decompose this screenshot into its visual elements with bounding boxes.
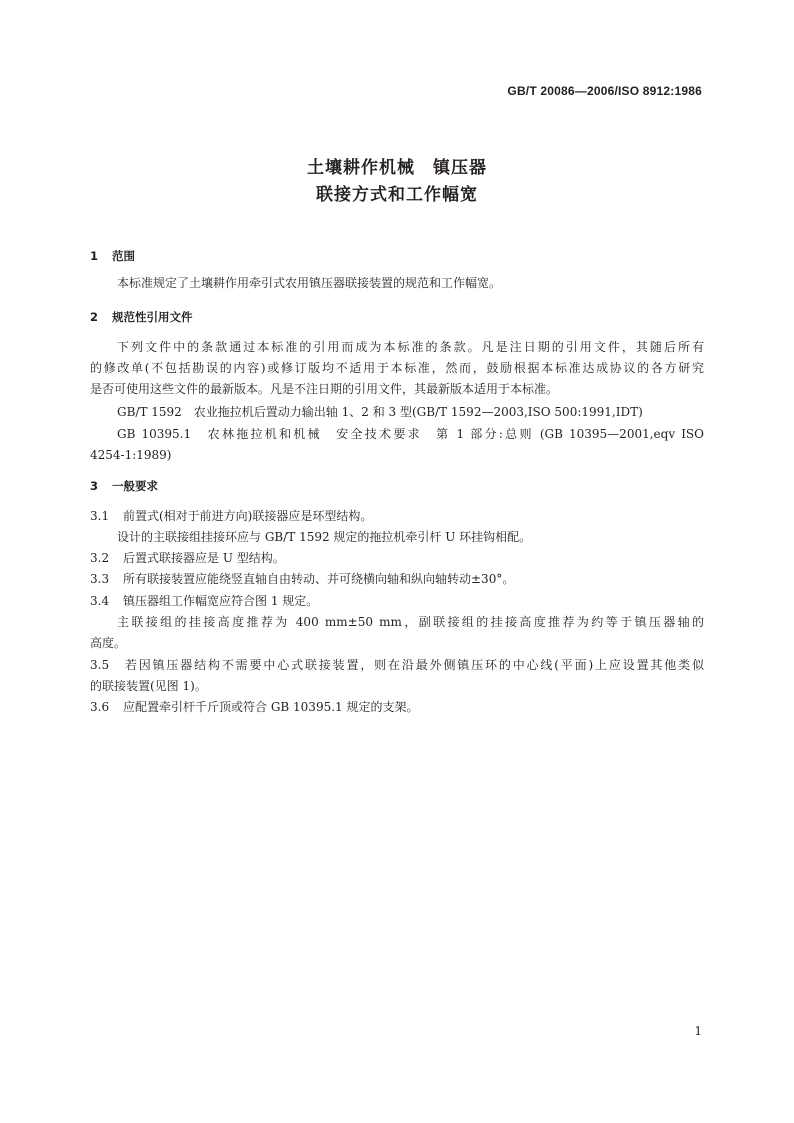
- section-2-para-line-2: 的修改单(不包括勘误的内容)或修订版均不适用于本标准，然而，鼓励根据本标准达成协议的各方研究: [90, 361, 704, 375]
- clause-3-1-continuation: 设计的主联接组挂接环应与 GB/T 1592 规定的拖拉机牵引杆 U 环挂钩相配。: [117, 530, 532, 544]
- section-title: 规范性引用文件: [112, 310, 193, 324]
- clause-3-1: [90, 506, 704, 527]
- section-2-heading: [90, 309, 193, 325]
- section-3-heading: [90, 478, 158, 494]
- clause-number: 3.2: [90, 551, 110, 565]
- page-number: 1: [694, 1024, 702, 1038]
- clause-number: 3.3: [90, 572, 110, 586]
- section-number: 3: [90, 479, 99, 493]
- clause-number: 3.1: [90, 509, 110, 523]
- clause-text: 若因镇压器结构不需要中心式联接装置，则在沿最外侧镇压环的中心线(平面)上应设置其他类似: [123, 658, 704, 672]
- clause-3-2: [90, 548, 704, 569]
- section-number: 2: [90, 310, 99, 324]
- clause-3-4-para-line-2: 高度。: [90, 636, 127, 650]
- clause-3-5-continuation: 的联接装置(见图 1)。: [90, 679, 207, 693]
- reference-gbt-1592: GB/T 1592 农业拖拉机后置动力输出轴 1、2 和 3 型(GB/T 1592—2003,ISO 500:1991,IDT): [117, 405, 643, 419]
- section-1-text: 本标准规定了土壤耕作用牵引式农用镇压器联接装置的规范和工作幅宽。: [117, 276, 502, 290]
- section-title: 范围: [112, 249, 135, 263]
- section-2-para-line-3: 是否可使用这些文件的最新版本。凡是不注日期的引用文件，其最新版本适用于本标准。: [90, 382, 559, 396]
- clause-3-4: [90, 591, 704, 612]
- clause-3-3: [90, 569, 704, 590]
- clause-3-6: [90, 697, 704, 718]
- clause-number: 3.6: [90, 700, 110, 714]
- document-title-line-2: 联接方式和工作幅宽: [316, 185, 478, 205]
- reference-gb-10395-line-2: 4254-1:1989): [90, 448, 172, 462]
- clause-3-4-para-line-1: 主联接组的挂接高度推荐为 400 mm±50 mm，副联接组的挂接高度推荐为约等于镇压器轴的: [117, 615, 704, 629]
- clause-text: 后置式联接器应是 U 型结构。: [123, 551, 285, 565]
- clause-text: 应配置牵引杆千斤顶或符合 GB 10395.1 规定的支架。: [123, 700, 419, 714]
- section-title: 一般要求: [112, 479, 158, 493]
- clause-text: 镇压器组工作幅宽应符合图 1 规定。: [123, 594, 319, 608]
- section-number: 1: [90, 249, 99, 263]
- section-2-para-line-1: 下列文件中的条款通过本标准的引用而成为本标准的条款。凡是注日期的引用文件，其随后所有: [117, 340, 704, 354]
- clause-3-5: [90, 655, 704, 676]
- standard-code-header: GB/T 20086—2006/ISO 8912:1986: [507, 84, 702, 98]
- clause-text: 所有联接装置应能绕竖直轴自由转动、并可绕横向轴和纵向轴转动±30°。: [123, 572, 515, 586]
- clause-text: 前置式(相对于前进方向)联接器应是环型结构。: [123, 509, 373, 523]
- clause-number: 3.5: [90, 658, 110, 672]
- reference-gb-10395-line-1: GB 10395.1 农林拖拉机和机械 安全技术要求 第 1 部分:总则 (GB 10395—2001,eqv ISO: [117, 427, 704, 441]
- section-1-heading: [90, 248, 135, 264]
- clause-number: 3.4: [90, 594, 110, 608]
- document-title-line-1: 土壤耕作机械 镇压器: [307, 158, 487, 178]
